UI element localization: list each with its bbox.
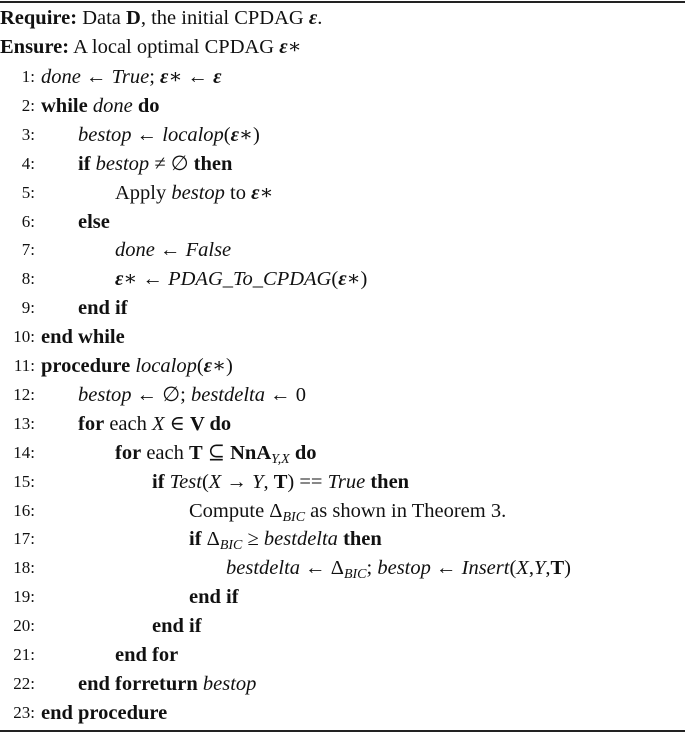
algorithm-line (0, 265, 685, 293)
algorithm-token: ∈ (164, 412, 190, 435)
line-body (115, 236, 231, 264)
algorithm-token: ∗ ← (123, 268, 169, 291)
line-number: 14: (13, 442, 35, 462)
line-number: 19: (13, 587, 35, 607)
algorithm-token: each (104, 412, 152, 435)
algorithm-token: as shown in Theorem 3. (305, 499, 507, 522)
line-body (78, 381, 306, 409)
require-line (0, 4, 322, 32)
algorithm-line (0, 179, 685, 207)
line-number: 15: (13, 471, 35, 491)
algorithm-token: each (141, 441, 189, 464)
algorithm-token: bestdelta (190, 383, 265, 406)
algorithm-token: ← 0 (264, 383, 306, 406)
algorithm-line (0, 121, 685, 149)
algorithm-token: ( (331, 268, 339, 291)
line-number: 21: (13, 645, 35, 664)
algorithm-token: ε (203, 355, 213, 377)
line-body (152, 468, 409, 496)
algorithm-line (0, 439, 685, 467)
algorithm-token: T (550, 557, 565, 580)
algorithm-token: done (41, 66, 81, 88)
line-body (226, 554, 571, 582)
algorithm-token: do (289, 441, 317, 464)
algorithm-token: bestop (95, 152, 150, 175)
algorithm-token: X (208, 470, 222, 493)
algorithm-token: procedure (41, 355, 136, 377)
algorithm-token: done (92, 94, 133, 117)
algorithm-token: while (41, 94, 93, 117)
algorithm-token: ε (279, 36, 288, 58)
line-number: 8: (21, 269, 35, 289)
line-number: 4: (21, 153, 35, 173)
algorithm-token: ← Δ (300, 557, 344, 580)
line-body (78, 294, 128, 322)
algorithm-token: then (365, 470, 410, 493)
algorithm-token: end for (115, 644, 179, 666)
algorithm-token: T (273, 470, 288, 493)
algorithm-token: end if (78, 297, 128, 320)
algorithm-line (0, 525, 685, 553)
algorithm-token: Apply (115, 181, 172, 204)
algorithm-token: X (516, 557, 529, 580)
algorithm-token: D (126, 7, 141, 29)
algorithm-token: ε (338, 268, 347, 291)
line-body (189, 497, 506, 525)
algorithm-token: Data (77, 7, 127, 29)
algorithm-token: localop (135, 355, 197, 377)
line-body (41, 92, 159, 120)
line-body (78, 670, 256, 698)
algorithm-token: ) (564, 557, 571, 580)
algorithm-token: ε (160, 66, 169, 88)
algorithm-token: done (115, 239, 155, 262)
algorithm-token: ∗ (287, 36, 302, 58)
algorithm-line (0, 670, 685, 698)
algorithm-token: ε (213, 66, 222, 88)
line-number: 9: (21, 298, 35, 318)
algorithm-line (0, 612, 685, 640)
algorithm-token: False (185, 239, 232, 262)
algorithm-token: bestdelta (226, 557, 301, 580)
algorithm-token: ∗) (239, 123, 260, 146)
algorithm-token: ε (230, 123, 240, 146)
line-body (189, 525, 382, 553)
algorithm-token: if (78, 152, 96, 175)
algorithm-token: to (224, 181, 252, 204)
line-body (41, 699, 167, 727)
algorithm-line (0, 554, 685, 582)
algorithm-line (0, 323, 685, 351)
line-number: 6: (21, 211, 35, 231)
algorithm-token: localop (162, 123, 224, 146)
line-number: 17: (13, 529, 35, 549)
algorithm-token: ε (251, 181, 260, 204)
line-body (78, 208, 110, 236)
algorithm-token: True (111, 66, 150, 88)
top-rule (0, 1, 685, 3)
algorithm-token: Y (252, 470, 264, 493)
algorithm-token: ( (196, 355, 204, 377)
line-body (41, 323, 125, 351)
algorithm-token: then (337, 528, 382, 551)
line-number: 3: (21, 124, 35, 144)
line-number: 23: (13, 702, 35, 722)
line-body (189, 583, 239, 611)
algorithm-token: then (193, 152, 233, 175)
algorithm-token: end forreturn (78, 672, 203, 695)
algorithm-token: ( (509, 557, 517, 580)
line-number: 22: (13, 673, 35, 693)
line-number: 7: (21, 240, 35, 260)
algorithm-token: , (528, 557, 534, 580)
line-body (115, 641, 178, 669)
line-body (78, 410, 231, 438)
line-number: 12: (13, 384, 35, 404)
algorithm-token: end procedure (41, 701, 168, 724)
algorithm-token: Require: (0, 7, 78, 29)
algorithm-token: ← (80, 66, 112, 88)
algorithm-token: ; (366, 557, 378, 580)
algorithm-token: ∗) (212, 355, 233, 377)
line-body (115, 179, 273, 207)
algorithm-token: bestop (78, 123, 132, 146)
algorithm-token: end while (41, 326, 125, 349)
algorithm-token: ε (308, 7, 318, 29)
algorithm-token: → (221, 470, 253, 493)
algorithm-token: end if (189, 586, 239, 609)
algorithm-line (0, 236, 685, 264)
algorithm-token: bestop (377, 557, 431, 580)
algorithm-token: ) == (287, 470, 328, 493)
algorithm-line (0, 294, 685, 322)
line-body (115, 439, 316, 467)
algorithm-token: Y,X (271, 451, 290, 467)
algorithm-line (0, 410, 685, 438)
algorithm-token: bestop (78, 383, 132, 406)
line-body (41, 63, 222, 91)
algorithm-token: do (204, 412, 232, 435)
algorithm-token: BIC (282, 509, 306, 525)
line-number: 11: (13, 356, 35, 375)
algorithm-token: V (189, 412, 205, 435)
algorithm-token: , (263, 470, 274, 493)
algorithm-token: if (152, 470, 170, 493)
algorithm-line (0, 150, 685, 178)
algorithm-token: T (188, 441, 203, 464)
line-number: 13: (13, 413, 35, 433)
algorithm-token: , the initial CPDAG (140, 7, 309, 29)
line-number: 20: (13, 616, 35, 636)
algorithm-token: bestop (171, 181, 225, 204)
algorithm-token: , (545, 557, 551, 580)
line-number: 16: (13, 500, 35, 520)
line-number: 1: (21, 67, 35, 86)
algorithm-token: ( (223, 123, 231, 146)
algorithm-token: A local optimal CPDAG (69, 36, 280, 58)
algorithm-token: Y (533, 557, 546, 580)
algorithm-line (0, 699, 685, 727)
algorithm-token: ← (131, 123, 163, 146)
algorithm-token: ⊆ (202, 441, 231, 464)
algorithm-token: do (132, 94, 160, 117)
algorithm-token: X (151, 412, 165, 435)
algorithm-token: Δ (206, 528, 220, 551)
algorithm-line (0, 381, 685, 409)
algorithm-token: True (327, 470, 366, 493)
algorithm-line (0, 208, 685, 236)
algorithm-line (0, 583, 685, 611)
algorithm-token: ∗ ← (168, 66, 214, 88)
algorithm-token: NnA (230, 441, 272, 464)
algorithm-token: ≥ (242, 528, 264, 551)
algorithm-token: ← (154, 239, 186, 262)
algorithm-token: ∗) (346, 268, 368, 291)
ensure-line (0, 33, 302, 61)
algorithm-token: Ensure: (0, 36, 70, 58)
algorithm-token: BIC (219, 538, 243, 554)
algorithm-token: PDAG_To_CPDAG (168, 268, 332, 291)
line-number: 5: (21, 182, 35, 202)
bottom-rule (0, 730, 685, 732)
line-number: 10: (13, 327, 35, 347)
line-body (152, 612, 202, 640)
algorithm-token: BIC (343, 567, 367, 583)
algorithm-token: ← (430, 557, 462, 580)
algorithm-token: if (189, 528, 207, 551)
algorithm-token: bestop (202, 672, 257, 695)
algorithm-token: ≠ ∅ (149, 152, 194, 175)
line-body (78, 150, 232, 178)
line-body (41, 352, 233, 380)
algorithm-token: for (78, 412, 105, 435)
algorithm-token: ε (115, 268, 124, 291)
algorithm-token: bestdelta (263, 528, 338, 551)
line-body (115, 265, 367, 293)
algorithm-token: else (78, 210, 110, 233)
algorithm-line (0, 497, 685, 525)
algorithm-line (0, 352, 685, 380)
algorithm-token: ← ∅; (131, 383, 191, 406)
algorithm-token: Compute Δ (189, 499, 283, 522)
line-number: 2: (21, 95, 35, 115)
algorithm-line (0, 92, 685, 120)
algorithm-token: ; (149, 66, 161, 88)
algorithm-token: Test (169, 470, 202, 493)
line-body (78, 121, 260, 149)
algorithm-token: . (317, 7, 323, 29)
algorithm-token: for (115, 441, 142, 464)
algorithm-line (0, 63, 685, 91)
algorithm-line (0, 641, 685, 669)
algorithm-line (0, 468, 685, 496)
algorithm-token: ∗ (259, 181, 274, 204)
line-number: 18: (13, 558, 35, 578)
algorithm-token: ( (201, 470, 209, 493)
algorithm-token: Insert (461, 557, 510, 580)
algorithm-token: end if (152, 615, 202, 638)
